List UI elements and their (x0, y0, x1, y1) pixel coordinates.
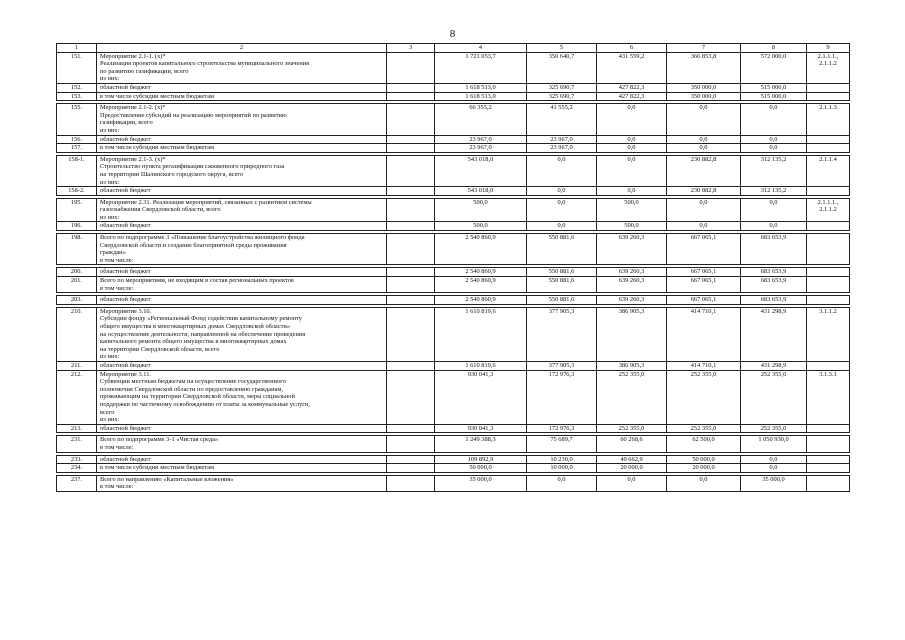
column-6-cell: 252 355,0 (597, 424, 667, 433)
description-cell (97, 361, 387, 370)
row-number-cell: 151. (57, 52, 97, 83)
column-4-cell: 23 967,0 (435, 144, 527, 153)
column-4-cell: 2 540 860,9 (435, 268, 527, 277)
row-number-cell: 231. (57, 436, 97, 452)
description-line: Всего по подпрограмме 3-1 «Чистая среда» (100, 436, 219, 444)
column-9-cell (807, 436, 850, 452)
column-8-cell: 312 135,2 (741, 155, 807, 186)
description-line: в том числе субсидии местным бюджетам (100, 92, 215, 100)
column-6-cell: 427 822,3 (597, 92, 667, 101)
description-line: Мероприятие 2.1-2. (х)* (100, 104, 166, 112)
column-9-cell (807, 455, 850, 464)
column-3-cell (387, 464, 435, 473)
column-4-cell: 543 018,0 (435, 187, 527, 196)
column-6-cell: 427 822,3 (597, 83, 667, 92)
row-number-cell: 211. (57, 361, 97, 370)
table-row (57, 234, 850, 265)
row-number-cell: 201. (57, 277, 97, 293)
column-6-cell: 386 905,3 (597, 307, 667, 361)
column-5-cell: 75 689,7 (527, 436, 597, 452)
column-9-cell (807, 268, 850, 277)
column-7-cell: 667 065,1 (667, 296, 741, 305)
column-6-cell: 639 260,3 (597, 277, 667, 293)
column-8-cell: 0,0 (741, 104, 807, 135)
description-cell (97, 135, 387, 144)
column-3-cell (387, 361, 435, 370)
column-4-cell: 109 892,9 (435, 455, 527, 464)
column-5-cell: 10 000,0 (527, 464, 597, 473)
table-row (57, 268, 850, 277)
column-7-cell: 667 065,1 (667, 268, 741, 277)
header-cell: 2 (97, 44, 387, 53)
column-6-cell: 500,0 (597, 198, 667, 222)
column-6-cell: 639 260,3 (597, 268, 667, 277)
column-8-cell: 0,0 (741, 464, 807, 473)
column-8-cell: 515 000,0 (741, 83, 807, 92)
column-3-cell (387, 277, 435, 293)
column-6-cell: 431 559,2 (597, 52, 667, 83)
column-8-cell: 1 050 930,0 (741, 436, 807, 452)
row-number-cell: 195. (57, 198, 97, 222)
description-line: из них: (100, 213, 120, 221)
description-line: областной бюджет (100, 424, 151, 432)
column-4-cell: 2 540 860,9 (435, 277, 527, 293)
description-line: газоснабжения Свердловской области, всего (100, 206, 221, 214)
column-6-cell: 639 260,3 (597, 296, 667, 305)
column-8-cell: 252 355,0 (741, 370, 807, 424)
column-3-cell (387, 135, 435, 144)
column-8-cell: 0,0 (741, 198, 807, 222)
column-7-cell: 252 355,0 (667, 370, 741, 424)
column-6-cell: 0,0 (597, 155, 667, 186)
column-5-cell: 550 881,6 (527, 296, 597, 305)
column-8-cell: 515 000,0 (741, 92, 807, 101)
description-line: областной бюджет (100, 222, 151, 230)
header-cell: 7 (667, 44, 741, 53)
table-row (57, 187, 850, 196)
description-cell (97, 198, 387, 222)
column-3-cell (387, 455, 435, 464)
description-line: Субсидии фонду «Региональный Фонд содействия капитальному ремонту (100, 315, 302, 323)
table-row (57, 155, 850, 186)
column-3-cell (387, 52, 435, 83)
column-9-cell: 2.1.1.1., 2.1.1.2 (807, 52, 850, 83)
column-5-cell: 10 230,0 (527, 455, 597, 464)
row-number-cell: 213. (57, 424, 97, 433)
column-3-cell (387, 92, 435, 101)
description-line: областной бюджет (100, 361, 151, 369)
description-cell (97, 424, 387, 433)
description-cell (97, 52, 387, 83)
table-row (57, 92, 850, 101)
description-line: Мероприятие 3.11. (100, 370, 151, 378)
description-line: Мероприятие 2.31. Реализация мероприятий, связанных с развитием системы (100, 198, 312, 206)
description-cell (97, 268, 387, 277)
table-row (57, 307, 850, 361)
description-cell (97, 277, 387, 293)
column-9-cell (807, 361, 850, 370)
column-9-cell (807, 83, 850, 92)
description-line: Субвенции местным бюджетам на осуществление государственного (100, 378, 286, 386)
column-9-cell: 3.1.1.2 (807, 307, 850, 361)
column-7-cell: 0,0 (667, 104, 741, 135)
column-3-cell (387, 83, 435, 92)
column-7-cell: 414 710,1 (667, 307, 741, 361)
description-line: областной бюджет (100, 187, 151, 195)
row-number-cell: 212. (57, 370, 97, 424)
description-line: Всего по мероприятиям, не входящим в состав региональных проектов (100, 277, 294, 285)
table-row (57, 144, 850, 153)
column-9-cell: 3.1.3.1 (807, 370, 850, 424)
column-9-cell (807, 475, 850, 491)
column-8-cell: 431 298,9 (741, 361, 807, 370)
column-5-cell: 0,0 (527, 155, 597, 186)
column-7-cell: 667 065,1 (667, 277, 741, 293)
description-cell (97, 296, 387, 305)
column-4-cell: 2 540 860,9 (435, 234, 527, 265)
column-5-cell: 377 905,3 (527, 361, 597, 370)
column-9-cell (807, 144, 850, 153)
description-line: из них: (100, 178, 120, 186)
row-number-cell: 203. (57, 296, 97, 305)
description-cell (97, 155, 387, 186)
column-9-cell (807, 187, 850, 196)
column-9-cell: 2.1.1.4 (807, 155, 850, 186)
column-5-cell: 41 555,2 (527, 104, 597, 135)
column-6-cell: 252 355,0 (597, 370, 667, 424)
column-5-cell: 350 640,7 (527, 52, 597, 83)
column-5-cell: 23 967,0 (527, 135, 597, 144)
column-7-cell: 230 882,8 (667, 187, 741, 196)
description-cell (97, 464, 387, 473)
column-6-cell: 0,0 (597, 144, 667, 153)
description-line: в том числе: (100, 256, 134, 264)
row-number-cell: 200. (57, 268, 97, 277)
row-number-cell: 196. (57, 222, 97, 231)
description-line: общего имущества в многоквартирных домах Свердловской области» (100, 323, 291, 330)
table-row (57, 424, 850, 433)
table-row (57, 198, 850, 222)
column-6-cell: 0,0 (597, 135, 667, 144)
row-number-cell: 198. (57, 234, 97, 265)
row-number-cell: 233. (57, 455, 97, 464)
column-5-cell: 0,0 (527, 198, 597, 222)
column-4-cell: 2 540 860,9 (435, 296, 527, 305)
row-number-cell: 210. (57, 307, 97, 361)
column-6-cell: 20 000,0 (597, 464, 667, 473)
table-row (57, 222, 850, 231)
column-5-cell: 172 976,3 (527, 424, 597, 433)
column-4-cell: 543 018,0 (435, 155, 527, 186)
description-line: областной бюджет (100, 83, 151, 91)
column-4-cell: 1 618 513,0 (435, 83, 527, 92)
row-number-cell: 153. (57, 92, 97, 101)
header-cell: 1 (57, 44, 97, 53)
column-5-cell: 23 967,0 (527, 144, 597, 153)
column-8-cell: 0,0 (741, 144, 807, 153)
column-5-cell: 550 881,6 (527, 277, 597, 293)
description-cell (97, 307, 387, 361)
column-3-cell (387, 436, 435, 452)
row-number-cell: 155. (57, 104, 97, 135)
column-8-cell: 0,0 (741, 135, 807, 144)
column-5-cell: 550 881,6 (527, 268, 597, 277)
column-7-cell: 350 000,0 (667, 92, 741, 101)
column-3-cell (387, 155, 435, 186)
column-3-cell (387, 370, 435, 424)
description-line: Строительство пункта регазификации сжиженного природного газа (100, 163, 285, 171)
column-9-cell (807, 424, 850, 433)
column-7-cell: 667 065,1 (667, 234, 741, 265)
header-cell: 5 (527, 44, 597, 53)
header-cell: 4 (435, 44, 527, 53)
description-line: Всего по направлению «Капитальные вложения» (100, 475, 234, 483)
column-3-cell (387, 187, 435, 196)
column-3-cell (387, 296, 435, 305)
column-6-cell: 49 662,9 (597, 455, 667, 464)
column-9-cell: 2.1.1.1., 2.1.1.2 (807, 198, 850, 222)
table-row (57, 455, 850, 464)
column-5-cell: 0,0 (527, 222, 597, 231)
description-line: проживающим на территории Свердловской области, меры социальной (100, 393, 295, 401)
column-4-cell: 1 618 513,0 (435, 92, 527, 101)
header-cell: 9 (807, 44, 850, 53)
description-line: в том числе: (100, 284, 134, 292)
description-cell (97, 92, 387, 101)
header-cell: 3 (387, 44, 435, 53)
column-9-cell (807, 135, 850, 144)
description-line: полномочия Свердловской области по предоставлению гражданам, (100, 385, 284, 393)
description-line: Предоставление субсидий на реализацию мероприятий по развитию (100, 111, 287, 119)
description-line: всего (100, 408, 115, 416)
column-4-cell: 23 967,0 (435, 135, 527, 144)
column-4-cell: 930 041,3 (435, 424, 527, 433)
header-cell: 8 (741, 44, 807, 53)
column-4-cell: 50 000,0 (435, 464, 527, 473)
column-5-cell: 0,0 (527, 187, 597, 196)
column-8-cell: 572 000,0 (741, 52, 807, 83)
column-7-cell: 366 853,8 (667, 52, 741, 83)
row-number-cell: 158-2. (57, 187, 97, 196)
column-8-cell: 683 653,9 (741, 296, 807, 305)
description-line: поддержки по частичному освобождению от платы за коммунальные услуги, (100, 400, 310, 408)
table-row (57, 436, 850, 452)
column-8-cell: 252 355,0 (741, 424, 807, 433)
header-cell: 6 (597, 44, 667, 53)
column-5-cell: 325 690,7 (527, 92, 597, 101)
column-3-cell (387, 222, 435, 231)
description-cell (97, 475, 387, 491)
description-line: Мероприятие 2.1-3. (х)* (100, 155, 166, 163)
description-line: в том числе субсидии местным бюджетам (100, 144, 215, 152)
description-line: областной бюджет (100, 268, 151, 276)
column-6-cell: 639 260,3 (597, 234, 667, 265)
column-8-cell: 683 653,9 (741, 277, 807, 293)
description-cell (97, 436, 387, 452)
column-7-cell: 0,0 (667, 198, 741, 222)
column-6-cell: 0,0 (597, 104, 667, 135)
table-body (57, 44, 850, 492)
column-3-cell (387, 198, 435, 222)
column-4-cell: 1 249 388,3 (435, 436, 527, 452)
column-8-cell: 312 135,2 (741, 187, 807, 196)
column-5-cell: 377 905,3 (527, 307, 597, 361)
table-row (57, 135, 850, 144)
column-5-cell: 172 976,3 (527, 370, 597, 424)
column-4-cell: 35 000,0 (435, 475, 527, 491)
column-8-cell: 0,0 (741, 455, 807, 464)
description-line: из них: (100, 75, 120, 83)
table-row (57, 361, 850, 370)
description-line: Мероприятие 3.10. (100, 307, 152, 315)
column-9-cell (807, 222, 850, 231)
column-3-cell (387, 307, 435, 361)
description-line: на территории Свердловской области, всего (100, 345, 220, 353)
column-4-cell: 930 041,3 (435, 370, 527, 424)
description-line: Реализация проектов капитального строительства муниципального значения (100, 60, 310, 68)
description-line: капитального ремонта общего имущества в многоквартирных домах (100, 338, 287, 346)
column-3-cell (387, 104, 435, 135)
table-row (57, 370, 850, 424)
column-5-cell: 0,0 (527, 475, 597, 491)
description-cell (97, 222, 387, 231)
table-row (57, 83, 850, 92)
description-line: в том числе: (100, 443, 134, 451)
description-line: областной бюджет (100, 296, 151, 304)
column-6-cell: 500,0 (597, 222, 667, 231)
table-row (57, 296, 850, 305)
column-8-cell: 35 000,0 (741, 475, 807, 491)
column-4-cell: 500,0 (435, 222, 527, 231)
column-7-cell: 0,0 (667, 475, 741, 491)
column-8-cell: 0,0 (741, 222, 807, 231)
column-3-cell (387, 144, 435, 153)
row-number-cell: 158-1. (57, 155, 97, 186)
column-4-cell: 1 610 819,6 (435, 307, 527, 361)
column-6-cell: 0,0 (597, 187, 667, 196)
description-line: областной бюджет (100, 455, 151, 463)
description-line: на осуществление деятельности, направленной на обеспечение проведения (100, 330, 306, 338)
column-3-cell (387, 234, 435, 265)
description-cell (97, 187, 387, 196)
description-line: граждан» (100, 249, 126, 257)
row-number-cell: 157. (57, 144, 97, 153)
column-3-cell (387, 424, 435, 433)
description-line: из них: (100, 353, 120, 361)
column-6-cell: 0,0 (597, 475, 667, 491)
description-line: газификации, всего (100, 119, 153, 127)
row-number-cell: 237. (57, 475, 97, 491)
column-3-cell (387, 268, 435, 277)
column-5-cell: 550 881,6 (527, 234, 597, 265)
column-7-cell: 230 882,8 (667, 155, 741, 186)
description-line: по развитию газификации, всего (100, 67, 189, 75)
column-7-cell: 20 000,0 (667, 464, 741, 473)
description-line: областной бюджет (100, 135, 151, 143)
description-line: в том числе: (100, 483, 134, 491)
column-6-cell: 60 268,6 (597, 436, 667, 452)
table-row (57, 277, 850, 293)
column-8-cell: 431 298,9 (741, 307, 807, 361)
table-row (57, 475, 850, 491)
table-row (57, 464, 850, 473)
description-cell (97, 234, 387, 265)
description-line: Мероприятие 2.1-1. (х)* (100, 52, 166, 60)
column-9-cell (807, 234, 850, 265)
column-6-cell: 386 905,3 (597, 361, 667, 370)
description-cell (97, 104, 387, 135)
column-8-cell: 683 653,9 (741, 234, 807, 265)
column-7-cell: 0,0 (667, 135, 741, 144)
column-4-cell: 1 721 053,7 (435, 52, 527, 83)
column-9-cell (807, 296, 850, 305)
table-row (57, 52, 850, 83)
column-3-cell (387, 475, 435, 491)
column-7-cell: 0,0 (667, 222, 741, 231)
description-line: на территории Шалинского городского округа, всего (100, 170, 244, 178)
description-line: в том числе субсидии местным бюджетам (100, 464, 215, 472)
column-9-cell (807, 464, 850, 473)
description-cell (97, 144, 387, 153)
description-line: из них: (100, 126, 120, 134)
description-cell (97, 370, 387, 424)
description-line: Свердловской области и создание благоприятной среды проживания (100, 241, 287, 249)
column-5-cell: 325 690,7 (527, 83, 597, 92)
header-row (57, 44, 850, 53)
budget-table (56, 43, 850, 492)
column-8-cell: 683 653,9 (741, 268, 807, 277)
row-number-cell: 234. (57, 464, 97, 473)
description-cell (97, 455, 387, 464)
page-number: 8 (449, 28, 456, 40)
column-9-cell (807, 277, 850, 293)
column-7-cell: 350 000,0 (667, 83, 741, 92)
column-4-cell: 1 610 819,6 (435, 361, 527, 370)
column-9-cell: 2.1.1.3 (807, 104, 850, 135)
column-9-cell (807, 92, 850, 101)
column-7-cell: 62 500,0 (667, 436, 741, 452)
column-7-cell: 0,0 (667, 144, 741, 153)
column-7-cell: 414 710,1 (667, 361, 741, 370)
column-7-cell: 50 000,0 (667, 455, 741, 464)
column-7-cell: 252 355,0 (667, 424, 741, 433)
column-4-cell: 500,0 (435, 198, 527, 222)
description-line: Всего по подпрограмме 3 «Повышение благоустройства жилищного фонда (100, 234, 305, 242)
column-4-cell: 66 355,2 (435, 104, 527, 135)
description-cell (97, 83, 387, 92)
description-line: из них: (100, 416, 120, 424)
row-number-cell: 156. (57, 135, 97, 144)
table-row (57, 104, 850, 135)
row-number-cell: 152. (57, 83, 97, 92)
